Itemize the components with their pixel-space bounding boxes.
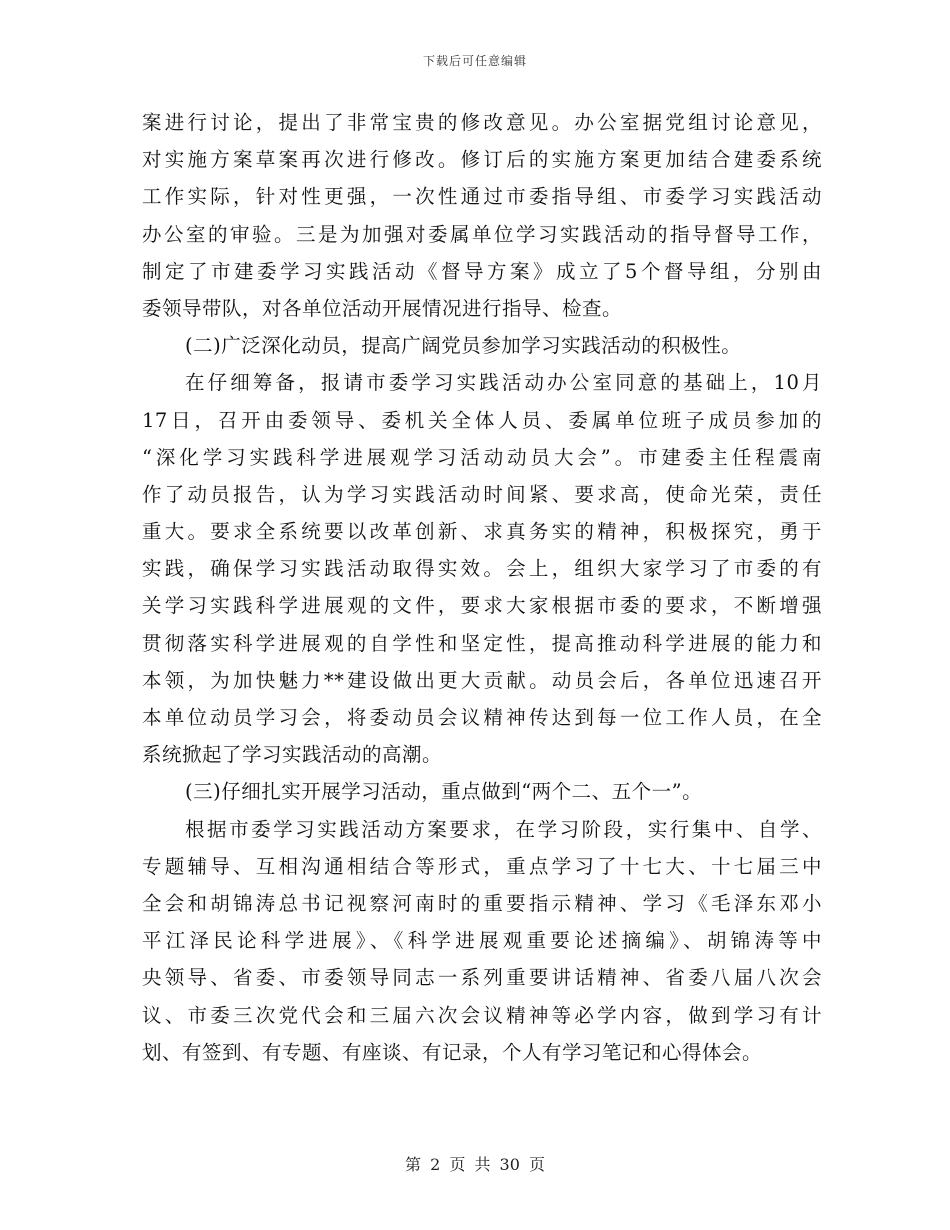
page-number-footer: 第 2 页 共 30 页 bbox=[405, 1155, 545, 1174]
text-line: 办公室的审验。三是为加强对委属单位学习实践活动的指导督导工作， bbox=[142, 222, 822, 246]
text-line: 制定了市建委学习实践活动《督导方案》成立了5个督导组，分别由 bbox=[142, 259, 822, 283]
text-line: 案进行讨论，提出了非常宝贵的修改意见。办公室据党组讨论意见， bbox=[142, 111, 822, 134]
text-line: 工作实际，针对性更强，一次性通过市委指导组、市委学习实践活动 bbox=[142, 185, 822, 209]
text-line: 本领，为加快魅力**建设做出更大贡献。动员会后，各单位迅速召开 bbox=[142, 668, 822, 692]
text-line: “深化学习实践科学进展观学习活动动员大会”。市建委主任程震南 bbox=[142, 445, 822, 469]
text-line: 全会和胡锦涛总书记视察河南时的重要指示精神、学习《毛泽东邓小 bbox=[142, 891, 822, 915]
section-heading: (二)广泛深化动员，提高广阔党员参加学习实践活动的积极性。 bbox=[185, 334, 742, 358]
text-line: 17日，召开由委领导、委机关全体人员、委属单位班子成员参加的 bbox=[142, 408, 822, 432]
text-line: 实践，确保学习实践活动取得实效。会上，组织大家学习了市委的有 bbox=[142, 557, 822, 581]
text-line: 本单位动员学习会，将委动员会议精神传达到每一位工作人员，在全 bbox=[142, 706, 822, 729]
text-line: 贯彻落实科学进展观的自学性和坚定性，提高推动科学进展的能力和 bbox=[142, 631, 822, 655]
text-line: 在仔细筹备，报请市委学习实践活动办公室同意的基础上，10月 bbox=[185, 371, 822, 395]
text-line: 专题辅导、互相沟通相结合等形式，重点学习了十七大、十七届三中 bbox=[142, 854, 822, 878]
page-header-note: 下载后可任意编辑 bbox=[422, 54, 527, 68]
text-line: 议、市委三次党代会和三届六次会议精神等必学内容，做到学习有计 bbox=[142, 1003, 822, 1027]
text-line: 系统掀起了学习实践活动的高潮。 bbox=[142, 743, 443, 767]
document-body bbox=[142, 104, 822, 1071]
text-line: 委领导带队，对各单位活动开展情况进行指导、检查。 bbox=[142, 296, 623, 320]
section-heading: (三)仔细扎实开展学习活动，重点做到“两个二、五个一”。 bbox=[185, 780, 703, 804]
text-line: 作了动员报告，认为学习实践活动时间紧、要求高，使命光荣，责任 bbox=[142, 482, 822, 506]
text-line: 根据市委学习实践活动方案要求，在学习阶段，实行集中、自学、 bbox=[185, 817, 822, 841]
text-line: 重大。要求全系统要以改革创新、求真务实的精神，积极探究，勇于 bbox=[142, 520, 822, 544]
text-line: 对实施方案草案再次进行修改。修订后的实施方案更加结合建委系统 bbox=[142, 148, 822, 172]
text-line: 央领导、省委、市委领导同志一系列重要讲话精神、省委八届八次会 bbox=[142, 966, 822, 990]
text-line: 平江泽民论科学进展》、《科学进展观重要论述摘编》、胡锦涛等中 bbox=[142, 929, 822, 953]
text-line: 划、有签到、有专题、有座谈、有记录，个人有学习笔记和心得体会。 bbox=[142, 1040, 763, 1064]
text-line: 关学习实践科学进展观的文件，要求大家根据市委的要求，不断增强 bbox=[142, 594, 822, 618]
